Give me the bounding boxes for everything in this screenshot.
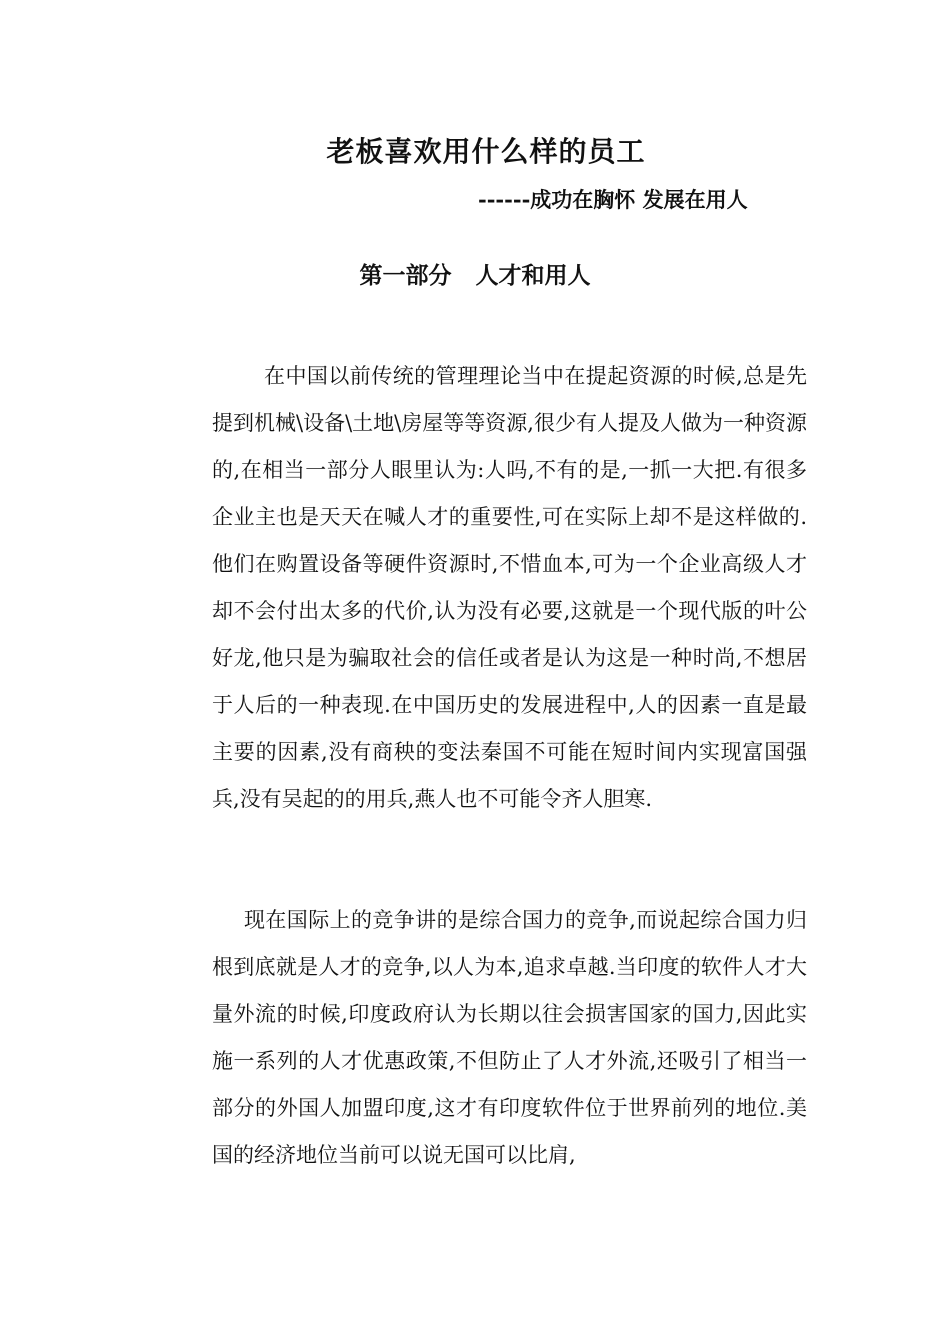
body-paragraph-2: 现在国际上的竞争讲的是综合国力的竞争,而说起综合国力归根到底就是人才的竞争,以人为本,追求卓越.当印度的软件人才大量外流的时候,印度政府认为长期以往会损害国家的国力,因此实施一系列的人才优惠政策,不但防止了人才外流,还吸引了相当一部分的外国人加盟印度,这才有印度软件位于世界前列的地位.美国的经济地位当前可以说无国可以比肩,	[212, 908, 807, 1167]
document-subtitle: ------成功在胸怀 发展在用人	[478, 187, 748, 212]
document-title: 老板喜欢用什么样的员工	[326, 135, 646, 168]
body-paragraph-1: 在中国以前传统的管理理论当中在提起资源的时候,总是先提到机械\设备\土地\房屋等等资源,很少有人提及人做为一种资源的,在相当一部分人眼里认为:人吗,不有的是,一抓一大把.有很多企业主也是天天在喊人才的重要性,可在实际上却不是这样做的.他们在购置设备等硬件资源时,不惜血本,可为一个企业高级人才却不会付出太多的代价,认为没有必要,这就是一个现代版的叶公好龙,他只是为骗取社会的信任或者是认为这是一种时尚,不想居于人后的一种表现.在中国历史的发展进程中,人的因素一直是最主要的因素,没有商秧的变法秦国不可能在短时间内实现富国强兵,没有吴起的的用兵,燕人也不可能令齐人胆寒.	[212, 364, 807, 811]
section-heading: 第一部分 人才和用人	[359, 262, 591, 289]
